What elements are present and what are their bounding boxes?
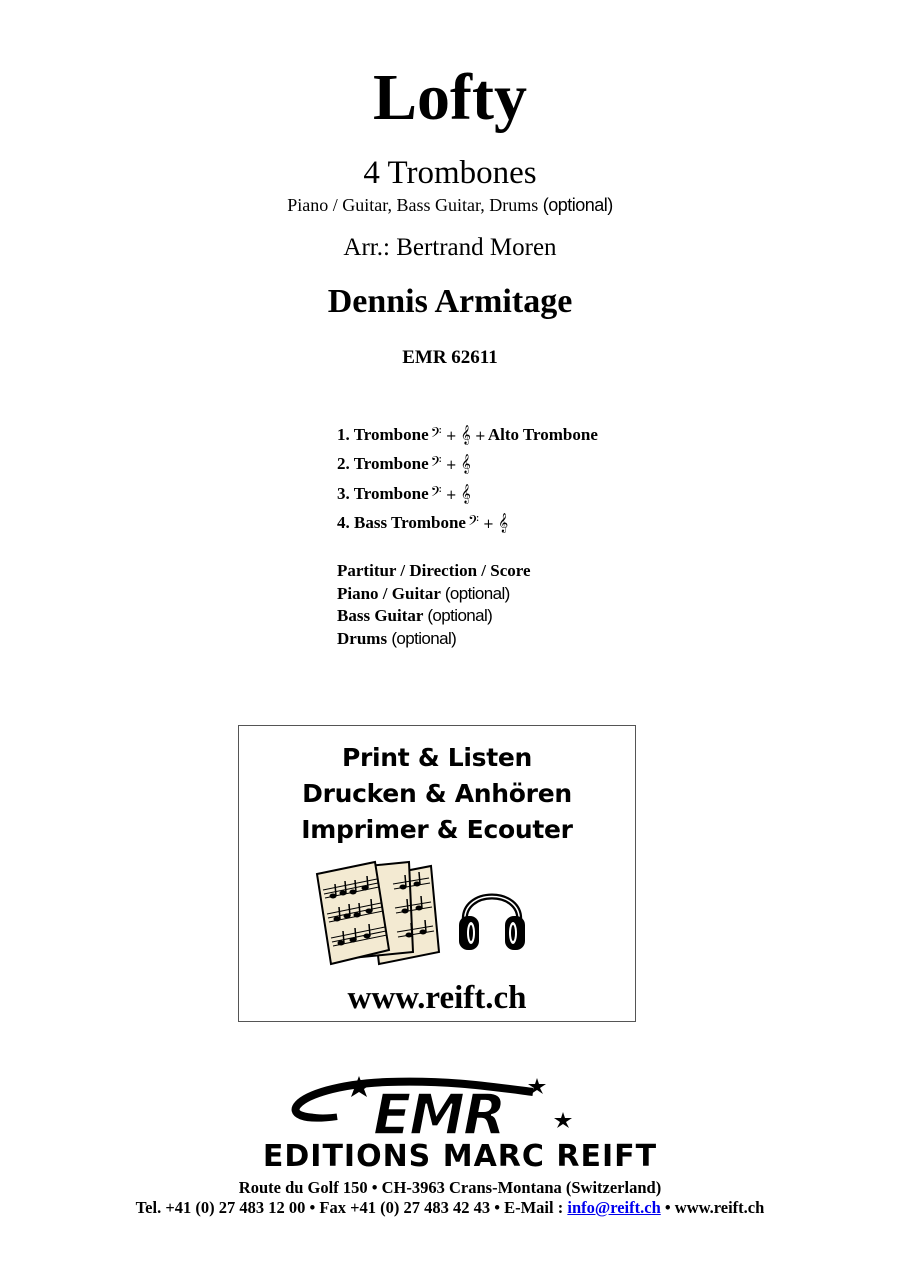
logo-text: EMR <box>373 1083 505 1142</box>
sheet-music-icon <box>313 856 441 974</box>
composer: Dennis Armitage <box>327 283 573 320</box>
score-item <box>337 628 677 651</box>
clef-icons: 𝄢 + 𝄞 <box>430 483 471 504</box>
part-item <box>337 424 677 453</box>
scores-list <box>337 560 677 650</box>
part-item <box>337 453 677 482</box>
score-label: Piano / Guitar <box>337 583 441 603</box>
instrumentation-optional: (optional) <box>542 195 613 215</box>
contact-suffix[interactable]: • www.reift.ch <box>660 1198 765 1217</box>
instrumentation <box>0 194 900 216</box>
instrumentation-text: Piano / Guitar, Bass Guitar, Drums <box>287 195 543 215</box>
score-item <box>337 560 677 583</box>
publisher-name: EDITIONS MARC REIFT <box>262 1139 658 1174</box>
part-label: 1. Trombone <box>337 425 429 444</box>
clef-icons: 𝄢 + 𝄞 + <box>430 425 486 445</box>
publisher-address: Route du Golf 150 • CH-3963 Crans-Montana (Switzerland) <box>238 1178 662 1197</box>
contact-prefix: Tel. +41 (0) 27 483 12 00 • Fax +41 (0) 27 483 42 43 • E-Mail : <box>135 1198 568 1217</box>
score-item <box>337 605 677 628</box>
parts-list <box>337 424 677 541</box>
part-label: 4. Bass Trombone <box>337 512 466 532</box>
subtitle: 4 Trombones <box>363 155 537 191</box>
part-label: 3. Trombone <box>337 483 429 503</box>
part-item <box>337 483 677 512</box>
promo-url[interactable]: www.reift.ch <box>347 980 527 1016</box>
score-item <box>337 583 677 606</box>
arranger: Arr.: Bertrand Moren <box>343 234 557 261</box>
score-label: Bass Guitar <box>337 606 424 625</box>
score-label: Drums <box>337 628 388 648</box>
score-optional: (optional) <box>444 583 510 603</box>
promo-line-english: Print & Listen <box>341 743 533 772</box>
print-listen-box <box>238 725 636 1022</box>
part-item <box>337 512 677 541</box>
publisher-contact <box>0 1198 900 1218</box>
score-optional: (optional) <box>391 628 457 648</box>
clef-icons: 𝄢 + 𝄞 <box>467 512 509 533</box>
headphones-icon <box>457 876 527 952</box>
emr-logo <box>237 1076 577 1142</box>
page-title: Lofty <box>373 61 527 134</box>
part-label: 2. Trombone <box>337 454 429 474</box>
score-label: Partitur / Direction / Score <box>337 561 531 580</box>
score-optional: (optional) <box>427 606 493 625</box>
promo-line-german: Drucken & Anhören <box>302 779 572 808</box>
clef-icons: 𝄢 + 𝄞 <box>430 454 471 475</box>
email-link[interactable]: info@reift.ch <box>567 1198 661 1217</box>
catalog-number: EMR 62611 <box>402 347 498 368</box>
part-suffix: Alto Trombone <box>487 425 598 444</box>
promo-line-french: Imprimer & Ecouter <box>301 815 573 844</box>
